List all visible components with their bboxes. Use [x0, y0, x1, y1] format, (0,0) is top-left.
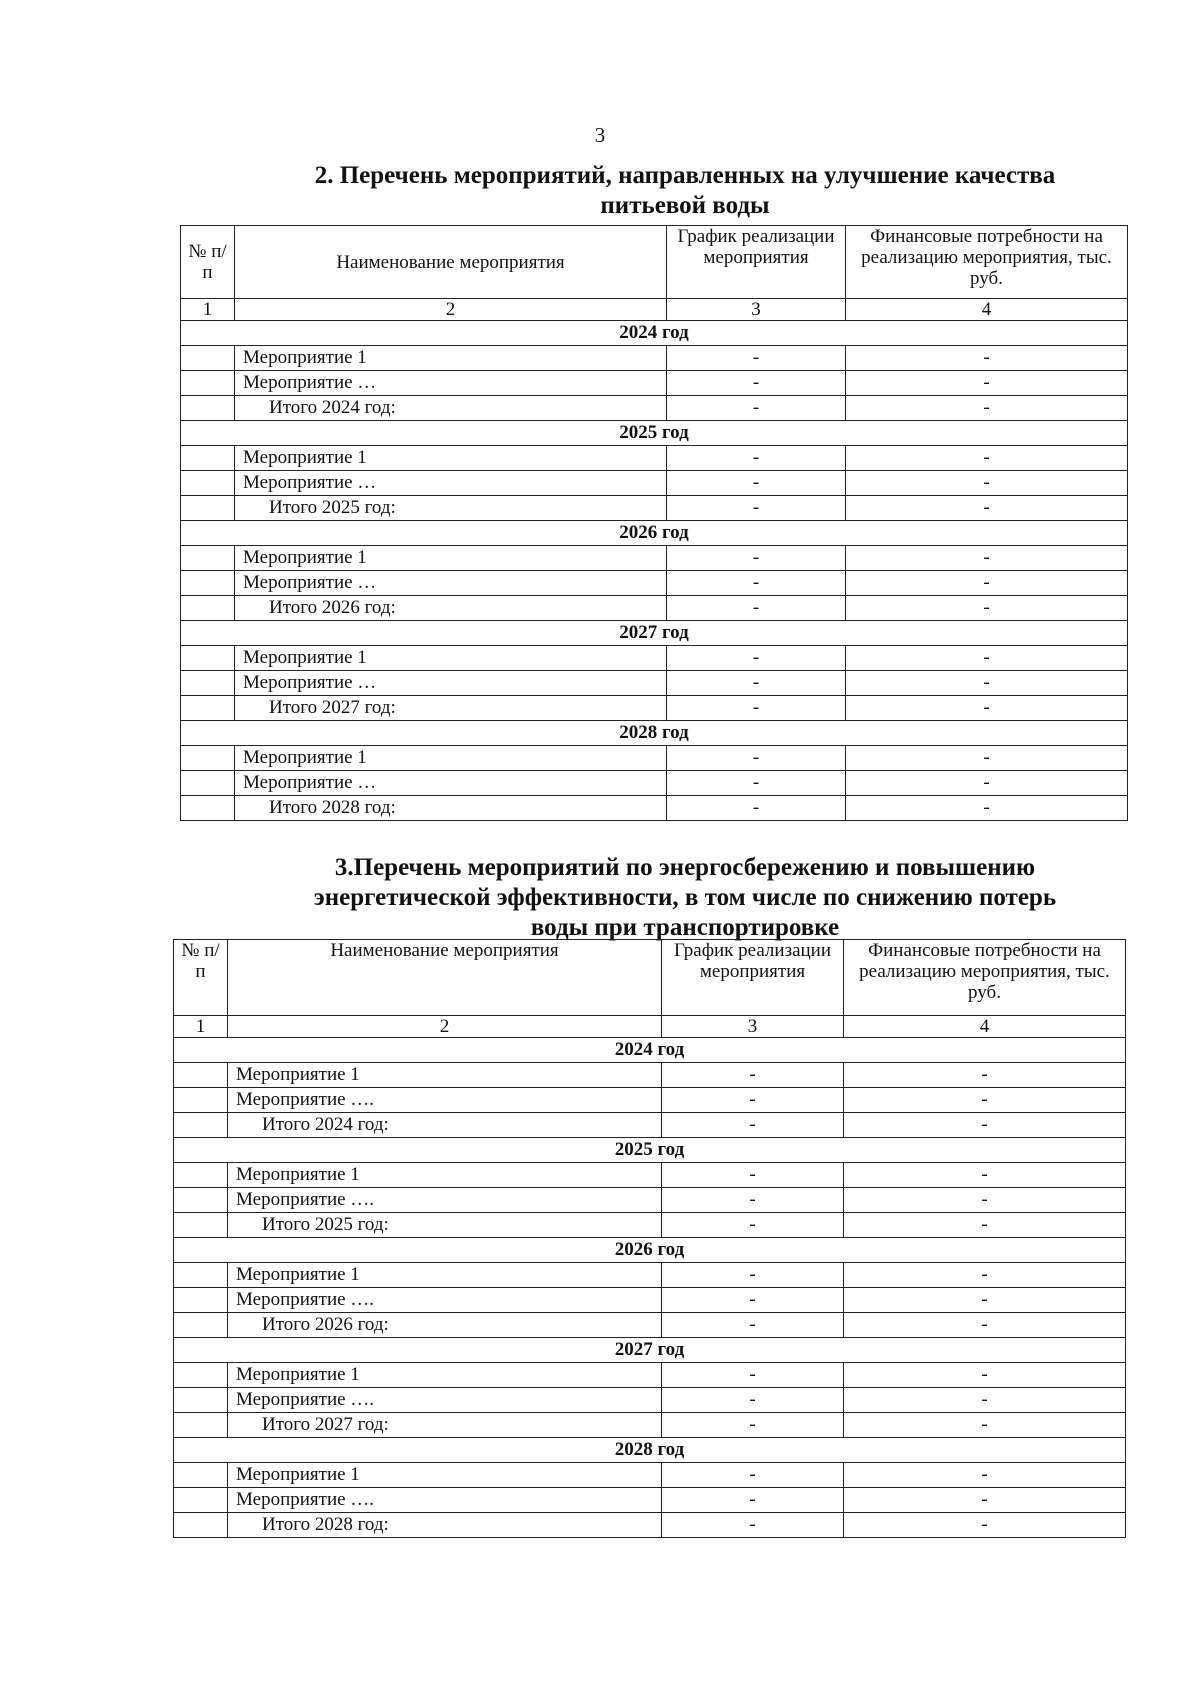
table-row [181, 771, 1128, 796]
finance-value: - [846, 771, 1128, 796]
year-label: 2024 год [174, 1038, 1126, 1063]
total-name: Итого 2026 год: [235, 596, 667, 621]
schedule-value: - [662, 1213, 844, 1238]
schedule-value: - [662, 1113, 844, 1138]
row-number-cell [174, 1088, 228, 1113]
measure-name: Мероприятие 1 [235, 546, 667, 571]
total-name: Итого 2025 год: [235, 496, 667, 521]
table-row [181, 471, 1128, 496]
schedule-value: - [662, 1163, 844, 1188]
measure-name: Мероприятие 1 [228, 1463, 662, 1488]
year-label: 2028 год [181, 721, 1128, 746]
measure-name: Мероприятие 1 [235, 346, 667, 371]
table-row [174, 1188, 1126, 1213]
total-row [181, 396, 1128, 421]
table-row [181, 746, 1128, 771]
row-number-cell [174, 1163, 228, 1188]
measure-name: Мероприятие … [235, 571, 667, 596]
total-name: Итого 2028 год: [235, 796, 667, 821]
total-row [174, 1513, 1126, 1538]
measure-name: Мероприятие … [235, 771, 667, 796]
year-row [181, 521, 1128, 546]
row-number-cell [181, 646, 235, 671]
table-row [174, 1163, 1126, 1188]
row-number-cell [174, 1463, 228, 1488]
col-number: 2 [228, 1016, 662, 1038]
finance-value: - [844, 1063, 1126, 1088]
finance-value: - [846, 671, 1128, 696]
section3-table [173, 939, 1126, 1538]
finance-value: - [846, 496, 1128, 521]
schedule-value: - [667, 471, 846, 496]
header-schedule: График реализации мероприятия [667, 226, 846, 299]
measure-name: Мероприятие … [235, 671, 667, 696]
row-number-cell [174, 1413, 228, 1438]
finance-value: - [844, 1313, 1126, 1338]
year-row [174, 1138, 1126, 1163]
table-row [174, 1463, 1126, 1488]
row-number-cell [181, 546, 235, 571]
table-row [181, 671, 1128, 696]
row-number-cell [174, 1388, 228, 1413]
measure-name: Мероприятие 1 [228, 1063, 662, 1088]
schedule-value: - [662, 1188, 844, 1213]
measure-name: Мероприятие …. [228, 1488, 662, 1513]
row-number-cell [181, 796, 235, 821]
schedule-value: - [667, 346, 846, 371]
row-number-cell [181, 696, 235, 721]
col-number: 1 [174, 1016, 228, 1038]
measure-name: Мероприятие … [235, 371, 667, 396]
finance-value: - [846, 571, 1128, 596]
year-row [174, 1038, 1126, 1063]
finance-value: - [844, 1263, 1126, 1288]
section2-title-line1: 2. Перечень мероприятий, направленных на улучшение качества [314, 162, 1056, 189]
finance-value: - [844, 1188, 1126, 1213]
row-number-cell [181, 671, 235, 696]
finance-value: - [846, 646, 1128, 671]
year-row [181, 321, 1128, 346]
total-name: Итого 2025 год: [228, 1213, 662, 1238]
finance-value: - [846, 396, 1128, 421]
section3-title-line2: энергетической эффективности, в том числе по снижению потерь [313, 884, 1057, 911]
finance-value: - [846, 446, 1128, 471]
measure-name: Мероприятие 1 [228, 1263, 662, 1288]
table-row [181, 646, 1128, 671]
finance-value: - [844, 1163, 1126, 1188]
row-number-cell [181, 371, 235, 396]
total-row [181, 796, 1128, 821]
col-number: 3 [662, 1016, 844, 1038]
col-number: 1 [181, 299, 235, 321]
schedule-value: - [662, 1488, 844, 1513]
finance-value: - [844, 1488, 1126, 1513]
finance-value: - [846, 346, 1128, 371]
schedule-value: - [662, 1288, 844, 1313]
total-name: Итого 2024 год: [235, 396, 667, 421]
year-label: 2024 год [181, 321, 1128, 346]
year-label: 2025 год [174, 1138, 1126, 1163]
total-name: Итого 2026 год: [228, 1313, 662, 1338]
year-label: 2026 год [181, 521, 1128, 546]
row-number-cell [181, 471, 235, 496]
total-row [174, 1413, 1126, 1438]
year-row [181, 721, 1128, 746]
schedule-value: - [662, 1313, 844, 1338]
header-name: Наименование мероприятия [228, 940, 662, 1016]
page-number: 3 [594, 123, 606, 147]
finance-value: - [846, 546, 1128, 571]
total-row [181, 596, 1128, 621]
table-row [181, 571, 1128, 596]
schedule-value: - [662, 1063, 844, 1088]
measure-name: Мероприятие …. [228, 1088, 662, 1113]
table-row [181, 346, 1128, 371]
measure-name: Мероприятие 1 [235, 446, 667, 471]
section3-title-line3: воды при транспортировке [530, 914, 840, 941]
table-row [181, 446, 1128, 471]
schedule-value: - [662, 1363, 844, 1388]
year-row [181, 621, 1128, 646]
schedule-value: - [662, 1413, 844, 1438]
finance-value: - [844, 1388, 1126, 1413]
total-row [174, 1213, 1126, 1238]
section2-title-line2: питьевой воды [600, 192, 770, 219]
finance-value: - [844, 1113, 1126, 1138]
year-row [174, 1238, 1126, 1263]
row-number-cell [181, 596, 235, 621]
table-row [181, 371, 1128, 396]
finance-value: - [844, 1088, 1126, 1113]
header-name: Наименование мероприятия [235, 226, 667, 299]
measure-name: Мероприятие 1 [228, 1363, 662, 1388]
schedule-value: - [667, 371, 846, 396]
row-number-cell [181, 771, 235, 796]
header-num: № п/п [174, 940, 228, 1016]
total-row [181, 696, 1128, 721]
row-number-cell [181, 346, 235, 371]
row-number-cell [174, 1513, 228, 1538]
finance-value: - [844, 1363, 1126, 1388]
schedule-value: - [667, 446, 846, 471]
col-number: 3 [667, 299, 846, 321]
schedule-value: - [667, 671, 846, 696]
table-row [174, 1288, 1126, 1313]
section3-body [174, 1038, 1126, 1538]
schedule-value: - [667, 496, 846, 521]
section2-table [180, 225, 1128, 821]
year-row [174, 1338, 1126, 1363]
row-number-cell [174, 1213, 228, 1238]
year-label: 2028 год [174, 1438, 1126, 1463]
total-name: Итого 2027 год: [228, 1413, 662, 1438]
finance-value: - [844, 1213, 1126, 1238]
year-label: 2027 год [174, 1338, 1126, 1363]
finance-value: - [844, 1413, 1126, 1438]
schedule-value: - [662, 1388, 844, 1413]
measure-name: Мероприятие …. [228, 1288, 662, 1313]
header-num: № п/п [181, 226, 235, 299]
row-number-cell [174, 1113, 228, 1138]
header-finance: Финансовые потребности на реализацию мероприятия, тыс. руб. [846, 226, 1128, 299]
schedule-value: - [667, 596, 846, 621]
row-number-cell [174, 1488, 228, 1513]
header-finance: Финансовые потребности на реализацию мероприятия, тыс. руб. [844, 940, 1126, 1016]
measure-name: Мероприятие 1 [235, 646, 667, 671]
row-number-cell [174, 1313, 228, 1338]
row-number-cell [181, 571, 235, 596]
row-number-cell [181, 446, 235, 471]
year-label: 2027 год [181, 621, 1128, 646]
measure-name: Мероприятие …. [228, 1388, 662, 1413]
total-name: Итого 2024 год: [228, 1113, 662, 1138]
total-row [174, 1313, 1126, 1338]
section2-title [270, 161, 1100, 221]
schedule-value: - [667, 796, 846, 821]
header-schedule: График реализации мероприятия [662, 940, 844, 1016]
col-number: 4 [846, 299, 1128, 321]
row-number-cell [174, 1188, 228, 1213]
year-row [181, 421, 1128, 446]
row-number-cell [174, 1363, 228, 1388]
finance-value: - [846, 596, 1128, 621]
schedule-value: - [662, 1463, 844, 1488]
row-number-cell [174, 1263, 228, 1288]
table-row [174, 1263, 1126, 1288]
row-number-cell [181, 746, 235, 771]
schedule-value: - [667, 546, 846, 571]
row-number-cell [181, 396, 235, 421]
finance-value: - [844, 1513, 1126, 1538]
schedule-value: - [662, 1263, 844, 1288]
section2-body [181, 321, 1128, 821]
schedule-value: - [662, 1088, 844, 1113]
total-name: Итого 2028 год: [228, 1513, 662, 1538]
finance-value: - [844, 1288, 1126, 1313]
row-number-cell [174, 1063, 228, 1088]
section3-title [270, 853, 1100, 943]
year-label: 2025 год [181, 421, 1128, 446]
table-row [181, 546, 1128, 571]
schedule-value: - [667, 696, 846, 721]
row-number-cell [174, 1288, 228, 1313]
schedule-value: - [667, 646, 846, 671]
finance-value: - [846, 746, 1128, 771]
schedule-value: - [662, 1513, 844, 1538]
total-row [181, 496, 1128, 521]
year-label: 2026 год [174, 1238, 1126, 1263]
schedule-value: - [667, 746, 846, 771]
finance-value: - [846, 796, 1128, 821]
row-number-cell [181, 496, 235, 521]
measure-name: Мероприятие 1 [235, 746, 667, 771]
table-row [174, 1088, 1126, 1113]
measure-name: Мероприятие … [235, 471, 667, 496]
year-row [174, 1438, 1126, 1463]
finance-value: - [844, 1463, 1126, 1488]
total-row [174, 1113, 1126, 1138]
table-row [174, 1488, 1126, 1513]
table-row [174, 1388, 1126, 1413]
col-number: 2 [235, 299, 667, 321]
measure-name: Мероприятие 1 [228, 1163, 662, 1188]
table-row [174, 1363, 1126, 1388]
measure-name: Мероприятие …. [228, 1188, 662, 1213]
finance-value: - [846, 371, 1128, 396]
col-number: 4 [844, 1016, 1126, 1038]
schedule-value: - [667, 571, 846, 596]
schedule-value: - [667, 396, 846, 421]
total-name: Итого 2027 год: [235, 696, 667, 721]
finance-value: - [846, 696, 1128, 721]
schedule-value: - [667, 771, 846, 796]
table-row [174, 1063, 1126, 1088]
section3-title-line1: 3.Перечень мероприятий по энергосбережению и повышению [334, 854, 1036, 881]
finance-value: - [846, 471, 1128, 496]
